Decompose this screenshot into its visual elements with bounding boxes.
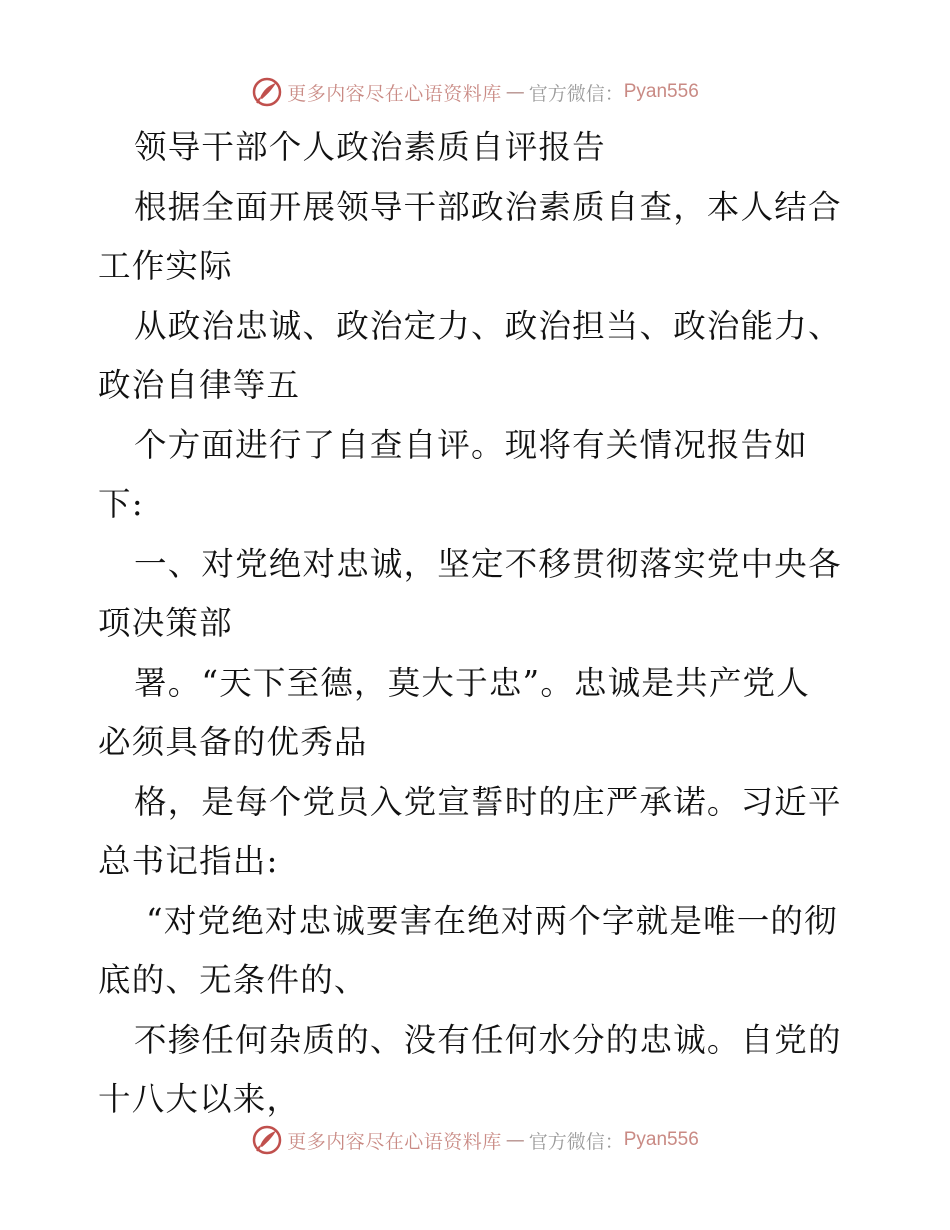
- text-line: 下:: [98, 485, 144, 523]
- header-watermark: [0, 72, 950, 112]
- watermark-text: 更多内容尽在心语资料库: [287, 82, 502, 105]
- text-line: 根据全面开展领导干部政治素质自查，本人结合: [134, 187, 842, 226]
- quill-logo-icon: [251, 76, 283, 108]
- text-line: 总书记指出:: [98, 842, 279, 880]
- watermark-label: 官方微信：: [528, 1130, 624, 1153]
- watermark-id: Pyan556: [623, 1129, 699, 1150]
- text-line: 署。“天下至德，莫大于忠”。忠诚是共产党人: [134, 663, 810, 702]
- text-line: 工作实际: [98, 247, 233, 285]
- watermark-text: 更多内容尽在心语资料库: [287, 1130, 502, 1153]
- text-line: 格，是每个党员入党宣誓时的庄严承诺。习近平: [134, 782, 842, 821]
- section-heading: 一、对党绝对忠诚，坚定不移贯彻落实党中央各: [134, 544, 842, 583]
- watermark-dash: —: [505, 1129, 525, 1151]
- text-line: 底的、无条件的、: [98, 961, 368, 999]
- footer-watermark: [0, 1120, 950, 1160]
- watermark-id: Pyan556: [623, 81, 699, 102]
- text-line: 十八大以来，: [98, 1080, 301, 1118]
- text-line: “对党绝对忠诚要害在绝对两个字就是唯一的彻: [146, 901, 838, 940]
- text-line: 从政治忠诚、政治定力、政治担当、政治能力、: [134, 306, 842, 345]
- quill-logo-icon: [251, 1124, 283, 1156]
- text-line: 不掺任何杂质的、没有任何水分的忠诚。自党的: [134, 1020, 842, 1059]
- text-line: 项决策部: [98, 604, 233, 642]
- watermark-label: 官方微信：: [528, 82, 624, 105]
- text-line: 个方面进行了自查自评。现将有关情况报告如: [134, 425, 809, 464]
- document-body: [98, 118, 858, 1130]
- watermark-dash: —: [505, 81, 525, 103]
- text-line: 政治自律等五: [98, 366, 301, 404]
- text-line: 必须具备的优秀品: [98, 723, 368, 761]
- document-title: 领导干部个人政治素质自评报告: [134, 128, 606, 166]
